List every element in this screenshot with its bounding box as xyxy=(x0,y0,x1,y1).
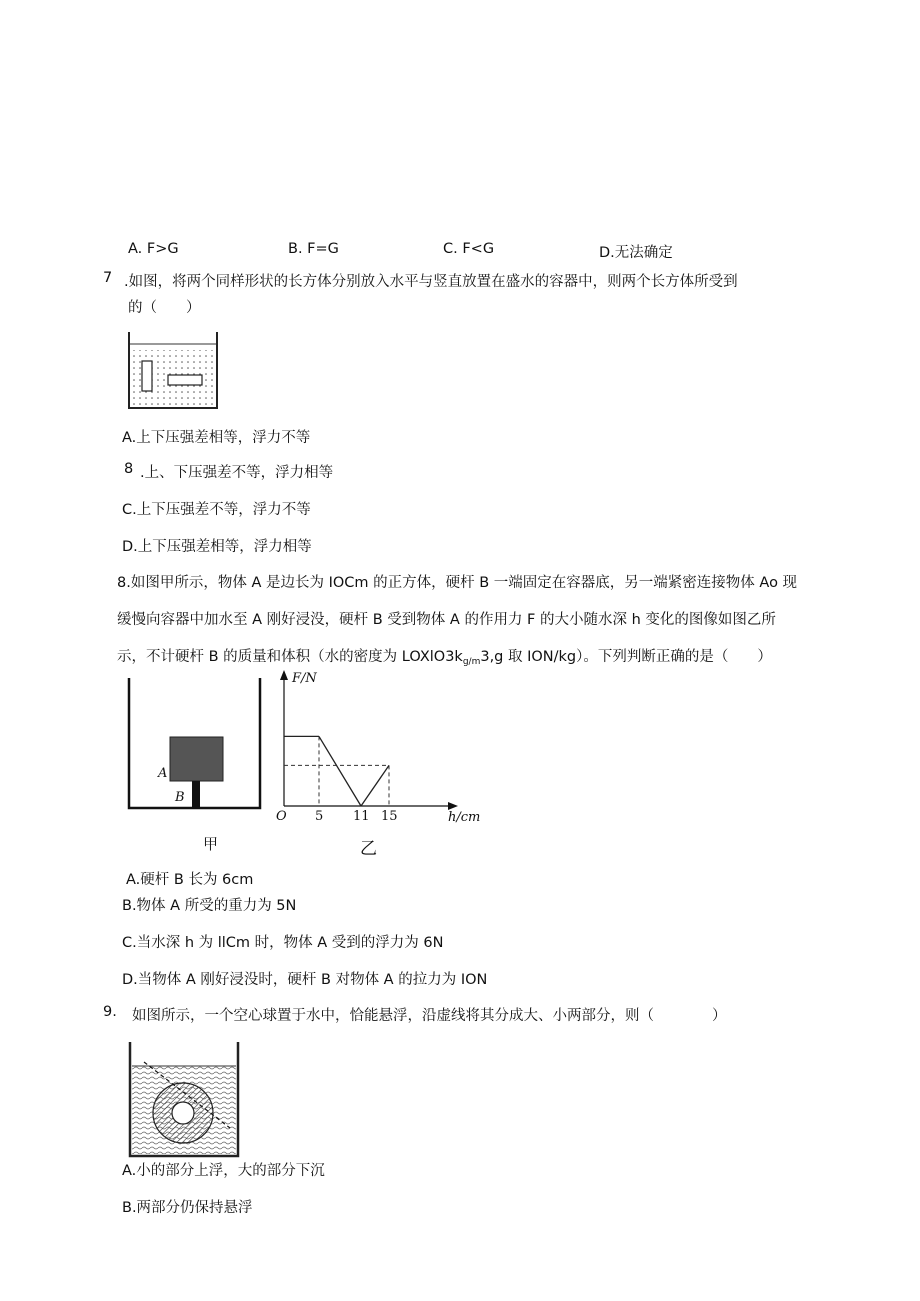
q6-option-c: C. F<G xyxy=(443,241,495,257)
q7-option-b: .上、下压强差不等，浮力相等 xyxy=(140,465,334,481)
q7-option-d: D.上下压强差相等，浮力相等 xyxy=(122,539,312,555)
q8-stem-line3-sub: g∕m xyxy=(462,657,481,667)
series-segment-2 xyxy=(361,765,389,806)
x-axis-arrow xyxy=(448,802,458,810)
q8-option-b: B.物体 A 所受的重力为 5N xyxy=(122,898,297,914)
sphere-inner xyxy=(172,1102,194,1124)
x-tick-5: 5 xyxy=(315,809,324,824)
q6-option-d: D.无法确定 xyxy=(599,245,673,261)
q9-stem: 如图所示，一个空心球置于水中，恰能悬浮，沿虚线将其分成大、小两部分，则（ ） xyxy=(132,1008,727,1024)
q8-stem-line1: 8.如图甲所示，物体 A 是边长为 IOCm 的正方体，硬杆 B 一端固定在容器底，另一端紧密连接物体 Ao 现 xyxy=(117,575,798,591)
caption-yi: 乙 xyxy=(360,839,377,858)
q7-number: 7 xyxy=(103,270,113,286)
q8-stem-line3-rest: 3,g 取 ION∕kg）。下列判断正确的是（ ） xyxy=(480,649,772,665)
horizontal-block xyxy=(168,375,202,385)
q8-figure-yi-chart xyxy=(268,668,498,858)
origin-label: O xyxy=(276,809,287,824)
q8-stem-line3 xyxy=(117,645,772,667)
q9-sphere-figure xyxy=(126,1040,244,1162)
rod-b xyxy=(192,781,200,808)
cube-a xyxy=(170,737,223,781)
x-axis-label: h/cm xyxy=(448,810,481,825)
q6-option-b: B. F=G xyxy=(288,241,339,257)
q8-stem-line2: 缓慢向容器中加水至 A 刚好浸没，硬杆 B 受到物体 A 的作用力 F 的大小随水深 h 变化的图像如图乙所 xyxy=(117,612,776,628)
label-a: A xyxy=(158,766,168,781)
q8-option-a: A.硬杆 B 长为 6cm xyxy=(126,872,254,888)
q8-option-c: C.当水深 h 为 llCm 时，物体 A 受到的浮力为 6N xyxy=(122,935,444,951)
q8-option-d: D.当物体 A 刚好浸没时，硬杆 B 对物体 A 的拉力为 ION xyxy=(122,972,488,988)
q8-figure-jia xyxy=(122,675,267,855)
q7-option-c: C.上下压强差不等，浮力不等 xyxy=(122,502,311,518)
q7-stem-line1: .如图，将两个同样形状的长方体分别放入水平与竖直放置在盛水的容器中，则两个长方体所受到 xyxy=(124,274,738,290)
vertical-block xyxy=(142,361,152,391)
series-segment-1 xyxy=(319,736,361,806)
label-b: B xyxy=(175,790,185,805)
x-tick-11: 11 xyxy=(353,809,370,824)
y-axis-label: F/N xyxy=(292,671,317,686)
q8-stem-line3-main: 示，不计硬杆 B 的质量和体积（水的密度为 LOXlO3k xyxy=(117,649,463,665)
caption-jia: 甲 xyxy=(203,835,219,853)
q9-option-a: A.小的部分上浮，大的部分下沉 xyxy=(122,1163,325,1179)
x-tick-15: 15 xyxy=(381,809,398,824)
q6-option-a: A. F>G xyxy=(128,241,179,257)
q7-option-b-number: 8 xyxy=(124,461,134,477)
q7-container-figure xyxy=(126,330,222,410)
q9-number: 9. xyxy=(103,1004,117,1020)
q7-option-a: A.上下压强差相等，浮力不等 xyxy=(122,430,311,446)
q9-option-b: B.两部分仍保持悬浮 xyxy=(122,1200,253,1216)
q7-stem-line2: 的（ ） xyxy=(128,300,201,316)
y-axis-arrow xyxy=(280,670,288,680)
